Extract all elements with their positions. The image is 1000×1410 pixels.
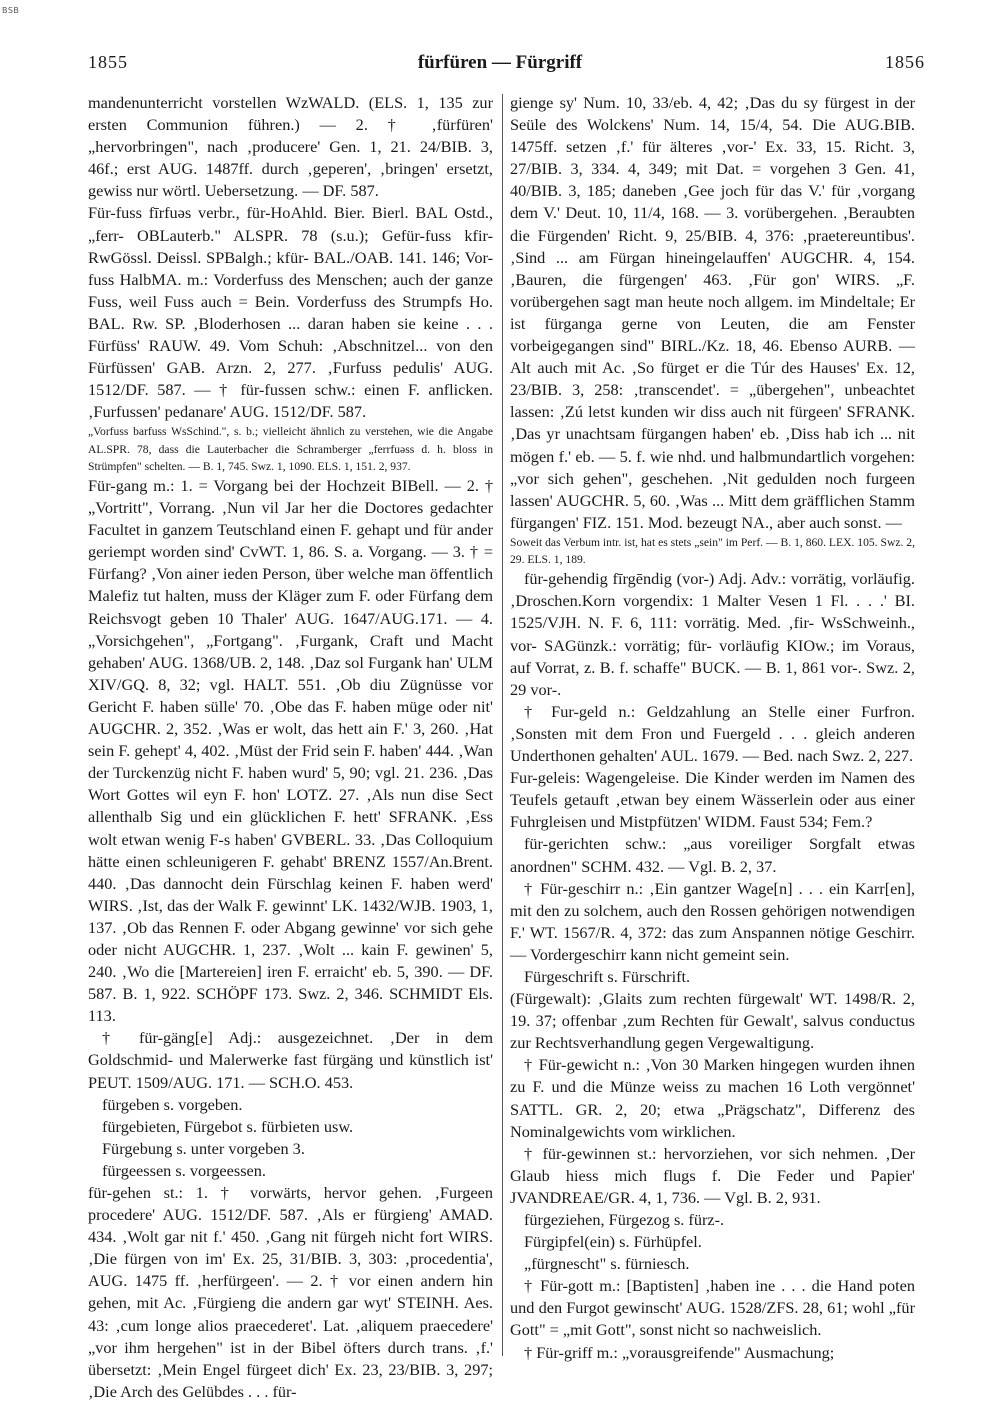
right-column bbox=[510, 92, 915, 1364]
entry-fur-gerichten: für-gerichten schw.: „aus voreiliger Sorgfalt etwas anordnen" SCHM. 432. — Vgl. B. 2, 37. bbox=[510, 834, 915, 876]
page-number-left: 1855 bbox=[88, 52, 128, 72]
entry-furgeschrift: Fürgeschrift s. Fürschrift. bbox=[524, 966, 691, 986]
entry-furfuren-cont: mandenunterricht vorstellen WzWALD. (ELS. 1, 135 zur ersten Communion führen.) — 2. † ‚fürfüren' „hervorbringen", nach ‚producere' Gen. 1, 21. 24/BIB. 3, 46f.; erst AUG. 1487ff. durch ‚geperen', ‚bringen' ersetzt, gewiss nur wörtl. Uebersetzung. — DF. 587. bbox=[88, 93, 493, 201]
entry-fur-gewinnen: † für-gewinnen st.: hervorziehen, vor sich nehmen. ‚Der Glaub hiess mich flugs f. Die Feder und Papier' JVANDREAE/GR. 4, 1, 736. — Vgl. B. 2, 931. bbox=[510, 1143, 915, 1207]
entry-fur-geld: † Fur-geld n.: Geldzahlung an Stelle einer Furfron. ‚Sonsten mit dem Fron und Fuergeld . . . gleich anderen Underthonen gehalten' AUL. 1679. — Bed. nach Swz. 2, 227. bbox=[510, 701, 915, 766]
entry-furgnescht: „fürgnescht" s. fürniesch. bbox=[524, 1254, 690, 1274]
entry-furgebung: Fürgebung s. unter vorgeben 3. bbox=[102, 1138, 305, 1158]
entry-fur-gewicht: † Für-gewicht n.: ‚Von 30 Marken hingegen wurden ihnen zu F. und die Münze weiss zu machen 16 Loth vergönnet' SATTL. GR. 2, 20; etwa „Prägschatz", Differenz des Nominalgewichts vom wirklichen. bbox=[510, 1055, 915, 1141]
entry-furgebieten: fürgebieten, Fürgebot s. fürbieten usw. bbox=[102, 1116, 354, 1136]
entry-fur-fuss-note: „Vorfuss barfuss WsSchind.", s. b.; vielleicht ähnlich zu verstehen, wie die Angabe AL.SPR. 78, dass die Lauterbacher die Schramberger „ferrfuəss d. h. bloss in Strümpfen" schelten. — B. 1, 745. Swz. 1, 1090. ELS. 1, 151. 2, 937. bbox=[88, 425, 493, 473]
entry-fur-gange: † für-gäng[e] Adj.: ausgezeichnet. ‚Der in dem Goldschmid- und Malerwerke fast fürgäng und künstlich ist' PEUT. 1509/AUG. 171. — SCH.O. 453. bbox=[88, 1028, 493, 1092]
page-number-right: 1856 bbox=[885, 52, 925, 72]
entry-fur-geleis: Fur-geleis: Wagengeleise. Die Kinder werden im Namen des Teufels getauft ‚etwan bey einem Wässerlein oder aus einer Fuhrgleisen und Mistpfützen' WIDM. Faust 534; Fem.? bbox=[510, 768, 915, 832]
library-stamp: BSB bbox=[2, 6, 20, 15]
entry-fur-gang: Für-gang m.: 1. = Vorgang bei der Hochzeit BIBell. — 2. † „Vortritt", Vorrang. ‚Nun vil Jar her die Doctores gedachter Facultet in ganzem Teutschland einen F. gehapt und für ander geriempt worden sind' CvWT. 1, 86. S. a. Vorgang. — 3. † = Fürfang? ‚Von ainer ieden Person, über welche man öffentlich Malefiz tut halten, muss der Kläger zum F. oder Fürfang dem Reichsvogt geben 10 Thaler' AUG. 1647/AUG.171. — 4. „Vorsichgehen", „Fortgang". ‚Furgank, Craft und Macht gehaben' AUG. 1368/UB. 2, 148. ‚Daz sol Furgank han' ULM XIV/GQ. 8, 32; vgl. HALT. 551. ‚Ob diu Zügnüsse vor Gericht F. haben sülle' 70. ‚Obe das F. haben müge oder nit' AUGCHR. 2, 352. ‚Was er wolt, das hett ain F.' 3, 260. ‚Hat sein F. gehept' 4, 402. ‚Müst der Frid sein F. haben' 444. ‚Wan der Turckenzüg nicht F. haben wurd' 5, 90; vgl. 21. 236. ‚Das Wort Gottes wil eyn F. hon' LOTZ. 27. ‚Als nun dise Sect allenthalb Sig und ein glücklichen F. hett' SFRANK. ‚Ess wolt etwan wenig F-s haben' GVBERL. 33. ‚Das Colloquium hätte einen schleunigeren F. gehabt' BRENZ 1557/An.Brent. 440. ‚Das dannocht dein Fürschlag keinen F. haben werd' WIRS. ‚Ist, das der Walk F. gewinnt' LK. 1432/WJB. 1903, 1, 137. ‚Ob das Rennen F. oder Abgang gewinne' vor sich gehe oder nicht AUGCHR. 1, 237. ‚Wolt ... kain F. gewinen' 5, 240. ‚Wo die [Martereien] iren F. erraicht' eb. 5, 390. — DF. 587. B. 1, 922. SCHÖPF 173. Swz. 2, 346. SCHMIDT Els. 113. bbox=[88, 476, 493, 1026]
entry-fur-gehendig: für-gehendig fīrgēndig (vor-) Adj. Adv.: vorrätig, vorläufig. ‚Droschen.Korn vorgendix: 1 Malter Vesen 1 Fl. . . .' BI. 1525/VJH. N. F. 6, 111: vorrätig. Med. ‚fir- WsSchweinh., vor- SAGünzk.: vorrätig; für- vorläufig KIOw.; im Voraus, auf Vorrat, z. B. f. schaffe" BUCK. — B. 1, 861 vor-. Swz. 2, 29 vor-. bbox=[510, 569, 915, 699]
entry-furgewalt: (Fürgewalt): ‚Glaits zum rechten fürgewalt' WT. 1498/R. 2, 19. 37; offenbar ‚zum Rechten für Gewalt', salvus conductus zur Rechtsverhandlung gegen Vergewaltigung. bbox=[510, 989, 915, 1053]
page-header bbox=[0, 52, 1000, 80]
entry-fur-gott: † Für-gott m.: [Baptisten] ‚haben ine . . . die Hand poten und den Furgot gewinscht' AUG. 1528/ZFS. 28, 61; wohl „für Gott" = „mit Gott", sonst nicht so nachweislich. bbox=[510, 1276, 915, 1340]
left-column bbox=[88, 92, 493, 1403]
running-title: fürfüren — Fürgriff bbox=[417, 52, 583, 73]
entry-fur-gehen-cont: gienge sy' Num. 10, 33/eb. 4, 42; ‚Das du sy fürgest in der Seüle des Wolckens' Num. 14, 15/4, 54. Die AUG.BIB. 1475ff. setzen ‚f.' für älteres ‚vor-' Ex. 33, 15. Richt. 3, 27/BIB. 3, 334. 4, 349; mit Dat. = vorgehen 3 Gen. 41, 40/BIB. 3, 185; daneben ‚Gee joch für das V.' für ‚vorgang dem V.' Deut. 10, 11/4, 168. — 3. vorübergehen. ‚Beraubten die Fürgenden' Richt. 9, 25/BIB. 4, 376: ‚praetereuntibus'. ‚Sind ... am Fürgan hineingelauffen' AUGCHR. 4, 154. ‚Bauren, die fürgengen' 463. ‚Für gon' WIRS. „F. vorübergehen sagt man heute noch allgem. im Mindeltale; Er ist fürganga gerne von Leuten, die am Fenster vorbeigegangen sind" BIRL./Kz. 18, 46. Ebenso AURB. — Alt auch mit Ac. ‚So fürget er die Túr des Hauses' Ex. 12, 23/BIB. 3, 258: ‚transcendet'. = „übergehen", unbeachtet lassen: ‚Zú letst kunden wir diss auch nit fürgeen' SFRANK. ‚Das yr unachtsam fürgangen haben' eb. ‚Diss hab ich ... nit mögen f.' eb. — 5. f. wie nhd. und halbmundartlich vorgehen: „vor sich gehen", geschehen. ‚Nit gedulden noch furgeen lassen' AUGCHR. 5, 60. ‚Was ... Mitt dem gräfflichen Stamm fürgangen' FIZ. 151. Mod. bezeugt NA., aber auch sonst. — bbox=[510, 93, 915, 532]
entry-fur-gehen: für-gehen st.: 1. † vorwärts, hervor gehen. ‚Furgeen procedere' AUG. 1512/DF. 587. ‚Als er fürgieng' AMAD. 434. ‚Wolt gar nit f.' 450. ‚Gang nit fürgeh nicht fort WIRS. ‚Die fürgen von im' Ex. 25, 31/BIB. 3, 303: ‚procedentia', AUG. 1475 ff. ‚herfürgeen'. — 2. † vor einen andern hin gehen, mit Ac. ‚Fürgieng die andern gar wyt' STEINH. Aes. 43: ‚cum longe alios praecederet'. Lat. ‚aliquem praecedere' „vor ihm hergehen" ist in der Bibel öfters durch trans. ‚f.' übersetzt: ‚Mein Engel fürgeet dich' Ex. 23, 23/BIB. 3, 297; ‚Die Arch des Gelübdes . . . für- bbox=[88, 1183, 493, 1401]
column-divider bbox=[502, 94, 503, 1356]
entry-furgeziehen: fürgeziehen, Fürgezog s. fürz-. bbox=[524, 1210, 725, 1229]
entry-furgeessen: fürgeessen s. vorgeessen. bbox=[102, 1160, 266, 1180]
entry-furgipfel: Fürgipfel(ein) s. Fürhüpfel. bbox=[524, 1232, 702, 1252]
entry-fur-griff: † Für-griff m.: „vorausgreifende" Ausmachung; bbox=[524, 1342, 835, 1362]
entry-furgeben: fürgeben s. vorgeben. bbox=[102, 1094, 243, 1114]
entry-fur-gehen-note: Soweit das Verbum intr. ist, hat es stets „sein" im Perf. — B. 1, 860. LEX. 105. Swz. 2, 29. ELS. 1, 189. bbox=[510, 535, 915, 567]
entry-fur-geschirr: † Für-geschirr n.: ‚Ein gantzer Wage[n] . . . ein Karr[en], mit den zu solchem, auch den Rossen gehörigen notwendigen F.' WT. 1567/R. 4, 372: das zum Anspannen nötige Geschirr. — Vordergeschirr kann nicht gemeint sein. bbox=[510, 878, 915, 964]
entry-fur-fuss: Für-fuss fīrfuəs verbr., für-HoAhld. Bier. Bierl. BAL Ostd., „ferr- OBLauterb." ALSPR. 78 (s.u.); Gefür-fuss kfir- RwGössl. Deissl. SPBalgh.; kfür- BAL./OAB. 141. 146; Vor-fuss HalbMA. m.: Vorderfuss des Menschen; auch der ganze Fuss, weil Fuss auch = Bein. Vorderfuss des Strumpfs Ho. BAL. Rw. SP. ‚Bloderhosen ... daran haben sie keine . . . Fürfüss' RAUW. 49. Vom Schuh: ‚Abschnitzel... von den Fürfüssen' GAB. Arzn. 2, 277. ‚Furfuss pedulis' AUG. 1512/DF. 587. — † für-fussen schw.: einen F. anflicken. ‚Furfussen' pedanare' AUG. 1512/DF. 587. bbox=[88, 203, 493, 422]
